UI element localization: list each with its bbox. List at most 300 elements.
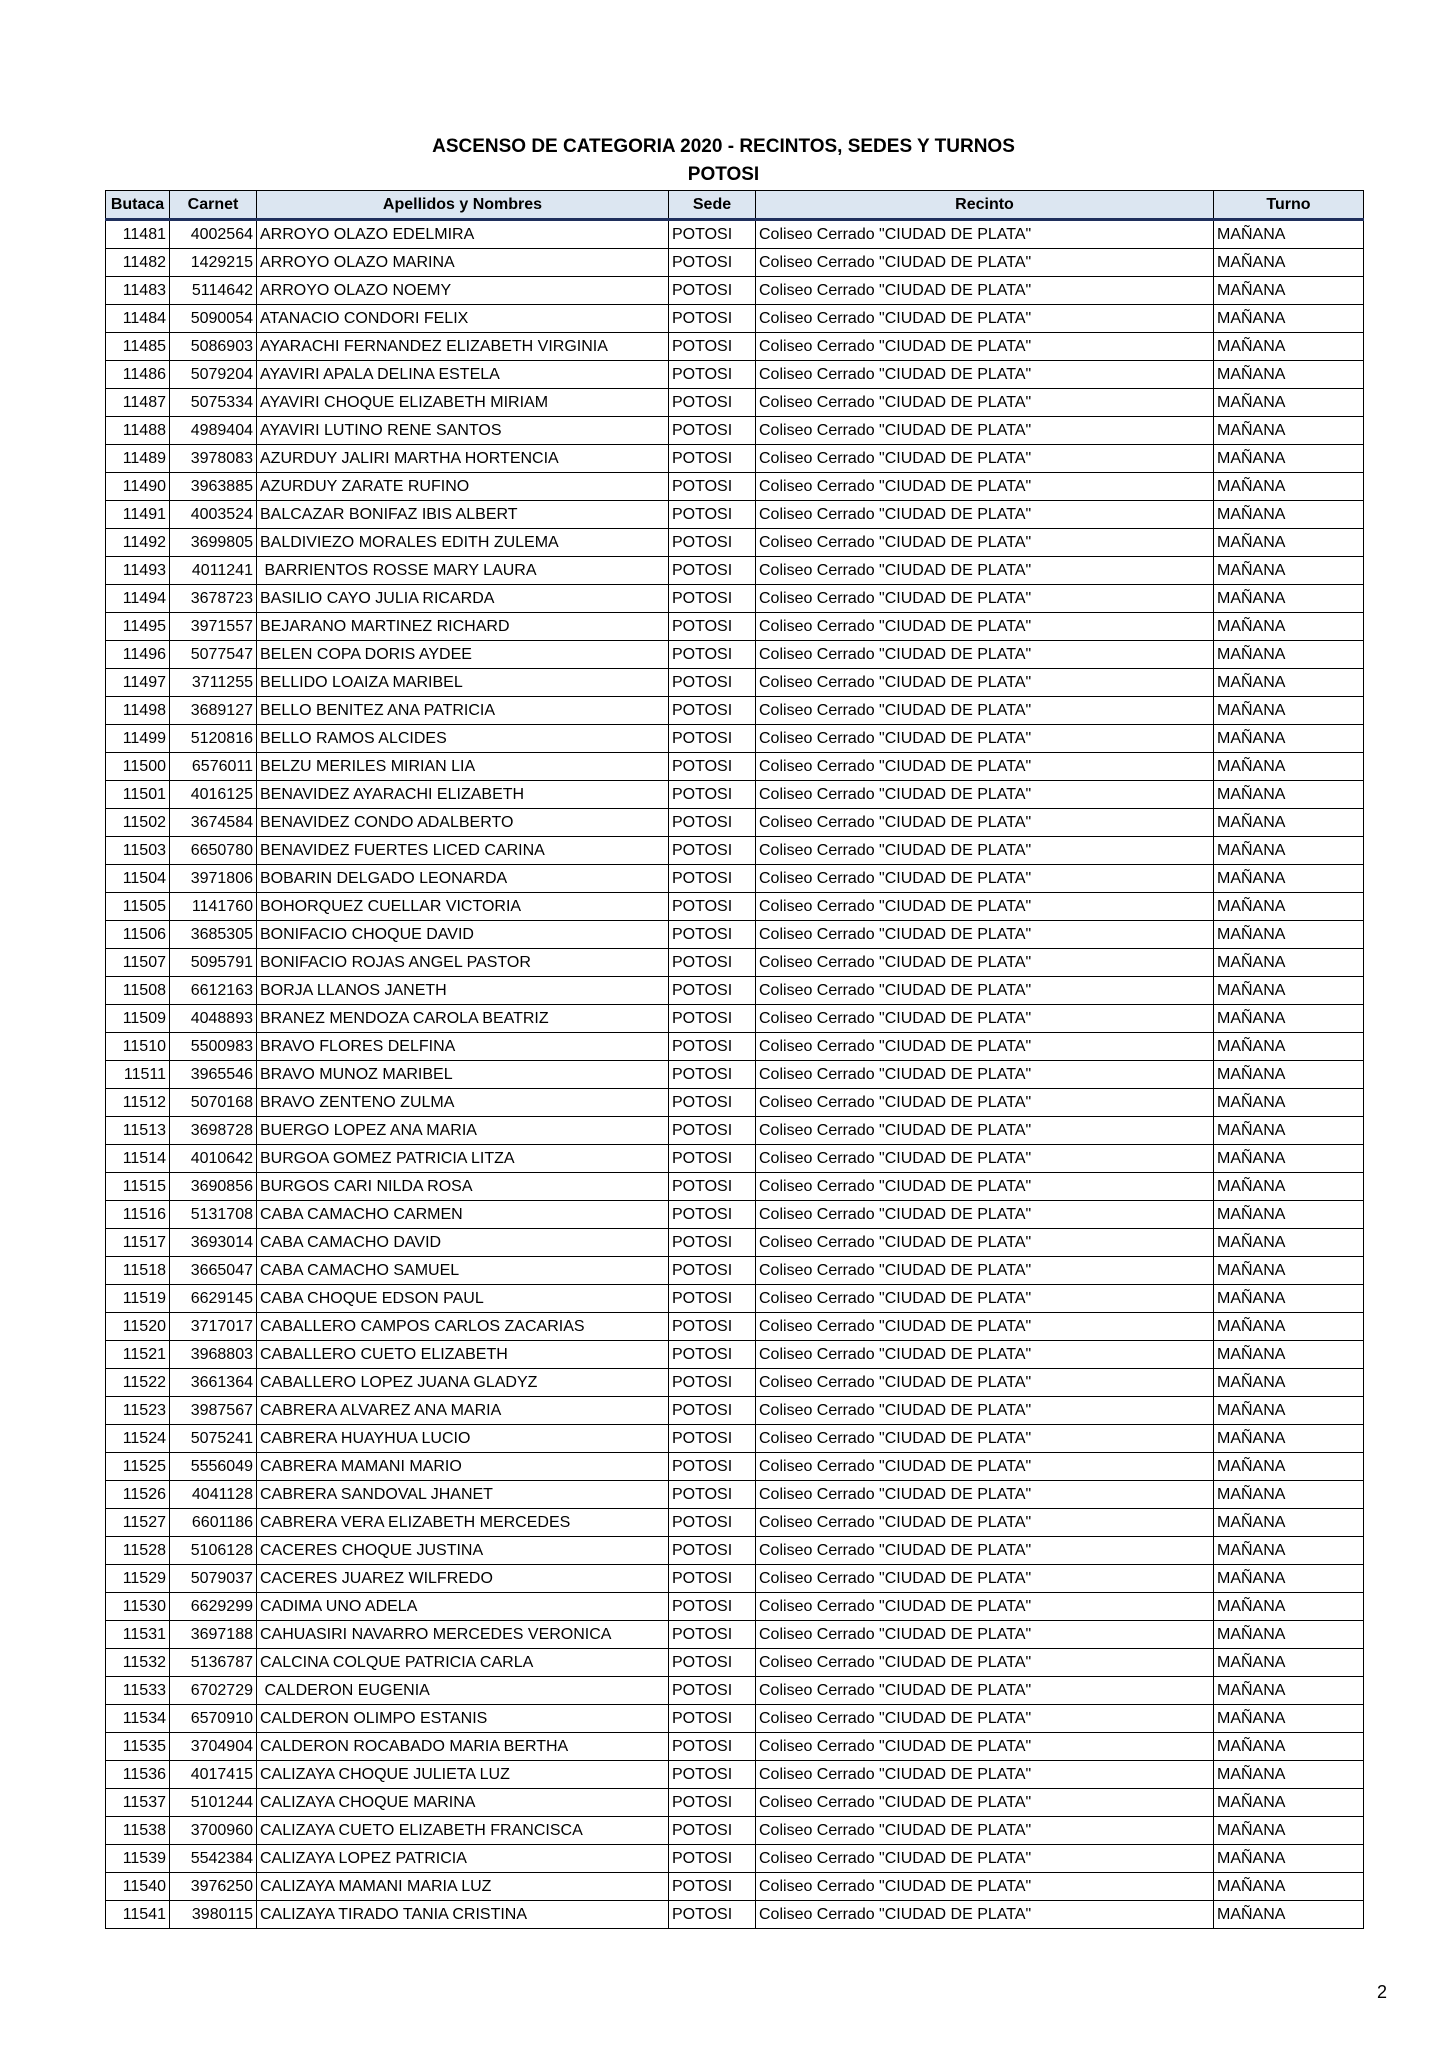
cell-nombres: CALIZAYA CHOQUE MARINA	[257, 1789, 669, 1817]
cell-carnet: 5079204	[170, 361, 257, 389]
cell-carnet: 5086903	[170, 333, 257, 361]
cell-nombres: BELLO BENITEZ ANA PATRICIA	[257, 697, 669, 725]
cell-nombres: BRANEZ MENDOZA CAROLA BEATRIZ	[257, 1005, 669, 1033]
cell-butaca: 11498	[106, 697, 170, 725]
cell-carnet: 3978083	[170, 445, 257, 473]
table-row	[106, 613, 1364, 641]
cell-carnet: 4016125	[170, 781, 257, 809]
cell-recinto: Coliseo Cerrado "CIUDAD DE PLATA"	[756, 1229, 1214, 1257]
cell-sede: POTOSI	[669, 220, 756, 249]
cell-butaca: 11505	[106, 893, 170, 921]
cell-nombres: AZURDUY JALIRI MARTHA HORTENCIA	[257, 445, 669, 473]
cell-butaca: 11531	[106, 1621, 170, 1649]
cell-carnet: 5075334	[170, 389, 257, 417]
cell-sede: POTOSI	[669, 1173, 756, 1201]
table-row	[106, 1285, 1364, 1313]
cell-butaca: 11533	[106, 1677, 170, 1705]
column-header-sede: Sede	[669, 191, 756, 220]
cell-nombres: CALIZAYA MAMANI MARIA LUZ	[257, 1873, 669, 1901]
table-row	[106, 753, 1364, 781]
cell-recinto: Coliseo Cerrado "CIUDAD DE PLATA"	[756, 1845, 1214, 1873]
column-header-nombres: Apellidos y Nombres	[257, 191, 669, 220]
table-row	[106, 557, 1364, 585]
cell-turno: MAÑANA	[1214, 837, 1364, 865]
cell-turno: MAÑANA	[1214, 361, 1364, 389]
cell-butaca: 11541	[106, 1901, 170, 1929]
cell-nombres: AYAVIRI APALA DELINA ESTELA	[257, 361, 669, 389]
cell-recinto: Coliseo Cerrado "CIUDAD DE PLATA"	[756, 865, 1214, 893]
cell-carnet: 3700960	[170, 1817, 257, 1845]
cell-nombres: BALDIVIEZO MORALES EDITH ZULEMA	[257, 529, 669, 557]
cell-turno: MAÑANA	[1214, 1733, 1364, 1761]
cell-recinto: Coliseo Cerrado "CIUDAD DE PLATA"	[756, 585, 1214, 613]
cell-butaca: 11496	[106, 641, 170, 669]
cell-nombres: ARROYO OLAZO NOEMY	[257, 277, 669, 305]
cell-recinto: Coliseo Cerrado "CIUDAD DE PLATA"	[756, 1145, 1214, 1173]
cell-butaca: 11490	[106, 473, 170, 501]
table-row	[106, 1145, 1364, 1173]
cell-recinto: Coliseo Cerrado "CIUDAD DE PLATA"	[756, 1257, 1214, 1285]
cell-nombres: CALDERON EUGENIA	[257, 1677, 669, 1705]
cell-sede: POTOSI	[669, 1677, 756, 1705]
cell-recinto: Coliseo Cerrado "CIUDAD DE PLATA"	[756, 1761, 1214, 1789]
cell-nombres: BOHORQUEZ CUELLAR VICTORIA	[257, 893, 669, 921]
cell-nombres: CABRERA SANDOVAL JHANET	[257, 1481, 669, 1509]
cell-nombres: CABA CHOQUE EDSON PAUL	[257, 1285, 669, 1313]
cell-turno: MAÑANA	[1214, 697, 1364, 725]
cell-recinto: Coliseo Cerrado "CIUDAD DE PLATA"	[756, 361, 1214, 389]
cell-butaca: 11499	[106, 725, 170, 753]
cell-turno: MAÑANA	[1214, 1397, 1364, 1425]
cell-carnet: 5101244	[170, 1789, 257, 1817]
cell-turno: MAÑANA	[1214, 1341, 1364, 1369]
cell-nombres: CABRERA HUAYHUA LUCIO	[257, 1425, 669, 1453]
cell-carnet: 4989404	[170, 417, 257, 445]
cell-nombres: BELEN COPA DORIS AYDEE	[257, 641, 669, 669]
table-row	[106, 1789, 1364, 1817]
cell-nombres: BELLIDO LOAIZA MARIBEL	[257, 669, 669, 697]
cell-turno: MAÑANA	[1214, 305, 1364, 333]
cell-turno: MAÑANA	[1214, 1453, 1364, 1481]
cell-butaca: 11517	[106, 1229, 170, 1257]
cell-turno: MAÑANA	[1214, 1845, 1364, 1873]
cell-recinto: Coliseo Cerrado "CIUDAD DE PLATA"	[756, 529, 1214, 557]
cell-nombres: CABRERA ALVAREZ ANA MARIA	[257, 1397, 669, 1425]
table-row	[106, 641, 1364, 669]
cell-recinto: Coliseo Cerrado "CIUDAD DE PLATA"	[756, 1789, 1214, 1817]
table-row	[106, 697, 1364, 725]
table-row	[106, 893, 1364, 921]
cell-recinto: Coliseo Cerrado "CIUDAD DE PLATA"	[756, 333, 1214, 361]
table-row	[106, 1705, 1364, 1733]
cell-turno: MAÑANA	[1214, 1789, 1364, 1817]
cell-sede: POTOSI	[669, 613, 756, 641]
cell-butaca: 11486	[106, 361, 170, 389]
cell-nombres: BORJA LLANOS JANETH	[257, 977, 669, 1005]
cell-recinto: Coliseo Cerrado "CIUDAD DE PLATA"	[756, 725, 1214, 753]
table-row	[106, 389, 1364, 417]
cell-turno: MAÑANA	[1214, 1117, 1364, 1145]
table-row	[106, 1481, 1364, 1509]
cell-sede: POTOSI	[669, 1089, 756, 1117]
cell-recinto: Coliseo Cerrado "CIUDAD DE PLATA"	[756, 220, 1214, 249]
cell-sede: POTOSI	[669, 249, 756, 277]
cell-butaca: 11539	[106, 1845, 170, 1873]
cell-carnet: 5120816	[170, 725, 257, 753]
cell-carnet: 1141760	[170, 893, 257, 921]
table-row	[106, 1257, 1364, 1285]
cell-sede: POTOSI	[669, 641, 756, 669]
cell-carnet: 3678723	[170, 585, 257, 613]
cell-carnet: 3690856	[170, 1173, 257, 1201]
cell-turno: MAÑANA	[1214, 753, 1364, 781]
table-row	[106, 1033, 1364, 1061]
header-row	[106, 191, 1364, 220]
cell-carnet: 6612163	[170, 977, 257, 1005]
cell-sede: POTOSI	[669, 697, 756, 725]
cell-turno: MAÑANA	[1214, 1033, 1364, 1061]
cell-recinto: Coliseo Cerrado "CIUDAD DE PLATA"	[756, 305, 1214, 333]
cell-turno: MAÑANA	[1214, 1705, 1364, 1733]
page-subtitle: POTOSI	[687, 164, 760, 185]
cell-butaca: 11511	[106, 1061, 170, 1089]
table-row	[106, 1453, 1364, 1481]
table-row	[106, 473, 1364, 501]
table-row	[106, 781, 1364, 809]
cell-nombres: CABA CAMACHO DAVID	[257, 1229, 669, 1257]
cell-turno: MAÑANA	[1214, 1649, 1364, 1677]
cell-butaca: 11519	[106, 1285, 170, 1313]
cell-sede: POTOSI	[669, 1341, 756, 1369]
cell-carnet: 3704904	[170, 1733, 257, 1761]
cell-carnet: 5556049	[170, 1453, 257, 1481]
cell-butaca: 11487	[106, 389, 170, 417]
cell-recinto: Coliseo Cerrado "CIUDAD DE PLATA"	[756, 1509, 1214, 1537]
cell-sede: POTOSI	[669, 1845, 756, 1873]
cell-sede: POTOSI	[669, 893, 756, 921]
cell-carnet: 3968803	[170, 1341, 257, 1369]
cell-sede: POTOSI	[669, 1593, 756, 1621]
cell-turno: MAÑANA	[1214, 1901, 1364, 1929]
table-row	[106, 1761, 1364, 1789]
cell-carnet: 3711255	[170, 669, 257, 697]
cell-carnet: 6629299	[170, 1593, 257, 1621]
cell-carnet: 4017415	[170, 1761, 257, 1789]
cell-carnet: 1429215	[170, 249, 257, 277]
cell-recinto: Coliseo Cerrado "CIUDAD DE PLATA"	[756, 1033, 1214, 1061]
cell-nombres: BALCAZAR BONIFAZ IBIS ALBERT	[257, 501, 669, 529]
table-row	[106, 1397, 1364, 1425]
cell-recinto: Coliseo Cerrado "CIUDAD DE PLATA"	[756, 921, 1214, 949]
cell-nombres: CABA CAMACHO SAMUEL	[257, 1257, 669, 1285]
cell-sede: POTOSI	[669, 865, 756, 893]
cell-sede: POTOSI	[669, 1145, 756, 1173]
table-row	[106, 809, 1364, 837]
cell-sede: POTOSI	[669, 277, 756, 305]
cell-nombres: BARRIENTOS ROSSE MARY LAURA	[257, 557, 669, 585]
cell-recinto: Coliseo Cerrado "CIUDAD DE PLATA"	[756, 557, 1214, 585]
cell-recinto: Coliseo Cerrado "CIUDAD DE PLATA"	[756, 949, 1214, 977]
cell-turno: MAÑANA	[1214, 333, 1364, 361]
table-row	[106, 921, 1364, 949]
cell-recinto: Coliseo Cerrado "CIUDAD DE PLATA"	[756, 1425, 1214, 1453]
cell-carnet: 4041128	[170, 1481, 257, 1509]
cell-nombres: CADIMA UNO ADELA	[257, 1593, 669, 1621]
cell-nombres: CAHUASIRI NAVARRO MERCEDES VERONICA	[257, 1621, 669, 1649]
cell-turno: MAÑANA	[1214, 1677, 1364, 1705]
table-row	[106, 1201, 1364, 1229]
cell-turno: MAÑANA	[1214, 585, 1364, 613]
cell-butaca: 11506	[106, 921, 170, 949]
cell-carnet: 3980115	[170, 1901, 257, 1929]
cell-sede: POTOSI	[669, 781, 756, 809]
cell-nombres: CABRERA VERA ELIZABETH MERCEDES	[257, 1509, 669, 1537]
cell-recinto: Coliseo Cerrado "CIUDAD DE PLATA"	[756, 837, 1214, 865]
cell-sede: POTOSI	[669, 1285, 756, 1313]
cell-butaca: 11501	[106, 781, 170, 809]
cell-recinto: Coliseo Cerrado "CIUDAD DE PLATA"	[756, 1341, 1214, 1369]
cell-sede: POTOSI	[669, 977, 756, 1005]
cell-sede: POTOSI	[669, 1649, 756, 1677]
cell-turno: MAÑANA	[1214, 781, 1364, 809]
cell-nombres: BONIFACIO ROJAS ANGEL PASTOR	[257, 949, 669, 977]
table-row	[106, 1649, 1364, 1677]
cell-sede: POTOSI	[669, 753, 756, 781]
table-row	[106, 277, 1364, 305]
table-row	[106, 1873, 1364, 1901]
table-row	[106, 333, 1364, 361]
cell-carnet: 5077547	[170, 641, 257, 669]
cell-turno: MAÑANA	[1214, 1369, 1364, 1397]
cell-nombres: AZURDUY ZARATE RUFINO	[257, 473, 669, 501]
table-row	[106, 1425, 1364, 1453]
cell-turno: MAÑANA	[1214, 921, 1364, 949]
cell-recinto: Coliseo Cerrado "CIUDAD DE PLATA"	[756, 1061, 1214, 1089]
cell-turno: MAÑANA	[1214, 501, 1364, 529]
cell-turno: MAÑANA	[1214, 641, 1364, 669]
table-row	[106, 1845, 1364, 1873]
cell-carnet: 4003524	[170, 501, 257, 529]
cell-turno: MAÑANA	[1214, 725, 1364, 753]
cell-recinto: Coliseo Cerrado "CIUDAD DE PLATA"	[756, 1369, 1214, 1397]
cell-sede: POTOSI	[669, 305, 756, 333]
cell-recinto: Coliseo Cerrado "CIUDAD DE PLATA"	[756, 445, 1214, 473]
cell-recinto: Coliseo Cerrado "CIUDAD DE PLATA"	[756, 1481, 1214, 1509]
cell-sede: POTOSI	[669, 333, 756, 361]
cell-nombres: BENAVIDEZ CONDO ADALBERTO	[257, 809, 669, 837]
cell-carnet: 5090054	[170, 305, 257, 333]
cell-nombres: AYAVIRI CHOQUE ELIZABETH MIRIAM	[257, 389, 669, 417]
table-row	[106, 585, 1364, 613]
cell-sede: POTOSI	[669, 949, 756, 977]
cell-recinto: Coliseo Cerrado "CIUDAD DE PLATA"	[756, 1285, 1214, 1313]
cell-nombres: CACERES JUAREZ WILFREDO	[257, 1565, 669, 1593]
cell-recinto: Coliseo Cerrado "CIUDAD DE PLATA"	[756, 1677, 1214, 1705]
cell-nombres: BELZU MERILES MIRIAN LIA	[257, 753, 669, 781]
cell-butaca: 11530	[106, 1593, 170, 1621]
cell-turno: MAÑANA	[1214, 1061, 1364, 1089]
cell-nombres: BASILIO CAYO JULIA RICARDA	[257, 585, 669, 613]
cell-butaca: 11492	[106, 529, 170, 557]
cell-sede: POTOSI	[669, 361, 756, 389]
cell-recinto: Coliseo Cerrado "CIUDAD DE PLATA"	[756, 977, 1214, 1005]
cell-carnet: 5131708	[170, 1201, 257, 1229]
cell-recinto: Coliseo Cerrado "CIUDAD DE PLATA"	[756, 1453, 1214, 1481]
cell-sede: POTOSI	[669, 837, 756, 865]
table-row	[106, 1369, 1364, 1397]
cell-butaca: 11483	[106, 277, 170, 305]
cell-carnet: 3717017	[170, 1313, 257, 1341]
cell-sede: POTOSI	[669, 417, 756, 445]
table-row	[106, 501, 1364, 529]
cell-turno: MAÑANA	[1214, 1509, 1364, 1537]
cell-sede: POTOSI	[669, 1453, 756, 1481]
cell-carnet: 3698728	[170, 1117, 257, 1145]
table-row	[106, 1117, 1364, 1145]
cell-turno: MAÑANA	[1214, 809, 1364, 837]
cell-nombres: CALCINA COLQUE PATRICIA CARLA	[257, 1649, 669, 1677]
cell-turno: MAÑANA	[1214, 417, 1364, 445]
table-row	[106, 417, 1364, 445]
cell-butaca: 11524	[106, 1425, 170, 1453]
page-number: 2	[1376, 1982, 1387, 2002]
cell-butaca: 11527	[106, 1509, 170, 1537]
cell-butaca: 11500	[106, 753, 170, 781]
cell-turno: MAÑANA	[1214, 557, 1364, 585]
table-row	[106, 865, 1364, 893]
cell-butaca: 11495	[106, 613, 170, 641]
cell-recinto: Coliseo Cerrado "CIUDAD DE PLATA"	[756, 669, 1214, 697]
table-row	[106, 1229, 1364, 1257]
cell-recinto: Coliseo Cerrado "CIUDAD DE PLATA"	[756, 1397, 1214, 1425]
cell-sede: POTOSI	[669, 445, 756, 473]
cell-nombres: BENAVIDEZ FUERTES LICED CARINA	[257, 837, 669, 865]
cell-turno: MAÑANA	[1214, 389, 1364, 417]
cell-butaca: 11514	[106, 1145, 170, 1173]
cell-nombres: BURGOA GOMEZ PATRICIA LITZA	[257, 1145, 669, 1173]
cell-turno: MAÑANA	[1214, 1565, 1364, 1593]
cell-nombres: ARROYO OLAZO EDELMIRA	[257, 220, 669, 249]
cell-carnet: 6570910	[170, 1705, 257, 1733]
cell-carnet: 3661364	[170, 1369, 257, 1397]
cell-sede: POTOSI	[669, 529, 756, 557]
cell-butaca: 11520	[106, 1313, 170, 1341]
cell-sede: POTOSI	[669, 389, 756, 417]
cell-carnet: 3674584	[170, 809, 257, 837]
cell-carnet: 4002564	[170, 220, 257, 249]
cell-recinto: Coliseo Cerrado "CIUDAD DE PLATA"	[756, 753, 1214, 781]
cell-recinto: Coliseo Cerrado "CIUDAD DE PLATA"	[756, 893, 1214, 921]
cell-nombres: BRAVO ZENTENO ZULMA	[257, 1089, 669, 1117]
cell-sede: POTOSI	[669, 1537, 756, 1565]
cell-recinto: Coliseo Cerrado "CIUDAD DE PLATA"	[756, 389, 1214, 417]
cell-nombres: BOBARIN DELGADO LEONARDA	[257, 865, 669, 893]
cell-turno: MAÑANA	[1214, 529, 1364, 557]
cell-butaca: 11535	[106, 1733, 170, 1761]
cell-recinto: Coliseo Cerrado "CIUDAD DE PLATA"	[756, 1901, 1214, 1929]
cell-carnet: 3965546	[170, 1061, 257, 1089]
cell-butaca: 11526	[106, 1481, 170, 1509]
cell-turno: MAÑANA	[1214, 1621, 1364, 1649]
cell-butaca: 11510	[106, 1033, 170, 1061]
cell-turno: MAÑANA	[1214, 1537, 1364, 1565]
cell-butaca: 11488	[106, 417, 170, 445]
cell-sede: POTOSI	[669, 1565, 756, 1593]
table-row	[106, 1537, 1364, 1565]
cell-carnet: 3699805	[170, 529, 257, 557]
cell-sede: POTOSI	[669, 585, 756, 613]
cell-carnet: 3971806	[170, 865, 257, 893]
table-row	[106, 1061, 1364, 1089]
cell-turno: MAÑANA	[1214, 949, 1364, 977]
cell-butaca: 11504	[106, 865, 170, 893]
cell-sede: POTOSI	[669, 1117, 756, 1145]
cell-recinto: Coliseo Cerrado "CIUDAD DE PLATA"	[756, 1117, 1214, 1145]
column-header-carnet: Carnet	[170, 191, 257, 220]
cell-sede: POTOSI	[669, 1901, 756, 1929]
cell-butaca: 11503	[106, 837, 170, 865]
cell-nombres: CALIZAYA TIRADO TANIA CRISTINA	[257, 1901, 669, 1929]
cell-carnet: 6601186	[170, 1509, 257, 1537]
cell-carnet: 3693014	[170, 1229, 257, 1257]
cell-turno: MAÑANA	[1214, 249, 1364, 277]
cell-butaca: 11528	[106, 1537, 170, 1565]
cell-sede: POTOSI	[669, 1061, 756, 1089]
cell-butaca: 11540	[106, 1873, 170, 1901]
column-header-turno: Turno	[1214, 191, 1364, 220]
cell-turno: MAÑANA	[1214, 1761, 1364, 1789]
page-title: ASCENSO DE CATEGORIA 2020 - RECINTOS, SEDES Y TURNOS	[432, 136, 1015, 157]
cell-butaca: 11493	[106, 557, 170, 585]
cell-carnet: 5075241	[170, 1425, 257, 1453]
cell-nombres: CALDERON OLIMPO ESTANIS	[257, 1705, 669, 1733]
table-row	[106, 305, 1364, 333]
cell-butaca: 11529	[106, 1565, 170, 1593]
cell-turno: MAÑANA	[1214, 1593, 1364, 1621]
cell-turno: MAÑANA	[1214, 669, 1364, 697]
table-row	[106, 949, 1364, 977]
cell-nombres: AYAVIRI LUTINO RENE SANTOS	[257, 417, 669, 445]
cell-recinto: Coliseo Cerrado "CIUDAD DE PLATA"	[756, 277, 1214, 305]
cell-butaca: 11484	[106, 305, 170, 333]
cell-nombres: CALIZAYA LOPEZ PATRICIA	[257, 1845, 669, 1873]
cell-sede: POTOSI	[669, 1481, 756, 1509]
cell-turno: MAÑANA	[1214, 1313, 1364, 1341]
table-row	[106, 1089, 1364, 1117]
cell-turno: MAÑANA	[1214, 1145, 1364, 1173]
cell-butaca: 11482	[106, 249, 170, 277]
table-row	[106, 1005, 1364, 1033]
cell-butaca: 11512	[106, 1089, 170, 1117]
table-row	[106, 837, 1364, 865]
cell-nombres: CACERES CHOQUE JUSTINA	[257, 1537, 669, 1565]
cell-sede: POTOSI	[669, 1873, 756, 1901]
cell-sede: POTOSI	[669, 1509, 756, 1537]
cell-sede: POTOSI	[669, 473, 756, 501]
cell-turno: MAÑANA	[1214, 865, 1364, 893]
cell-carnet: 3987567	[170, 1397, 257, 1425]
cell-carnet: 6650780	[170, 837, 257, 865]
cell-nombres: CALDERON ROCABADO MARIA BERTHA	[257, 1733, 669, 1761]
cell-recinto: Coliseo Cerrado "CIUDAD DE PLATA"	[756, 1089, 1214, 1117]
cell-nombres: CABALLERO CAMPOS CARLOS ZACARIAS	[257, 1313, 669, 1341]
cell-carnet: 3976250	[170, 1873, 257, 1901]
cell-butaca: 11489	[106, 445, 170, 473]
cell-sede: POTOSI	[669, 725, 756, 753]
cell-carnet: 3685305	[170, 921, 257, 949]
table-row	[106, 1677, 1364, 1705]
cell-turno: MAÑANA	[1214, 1005, 1364, 1033]
